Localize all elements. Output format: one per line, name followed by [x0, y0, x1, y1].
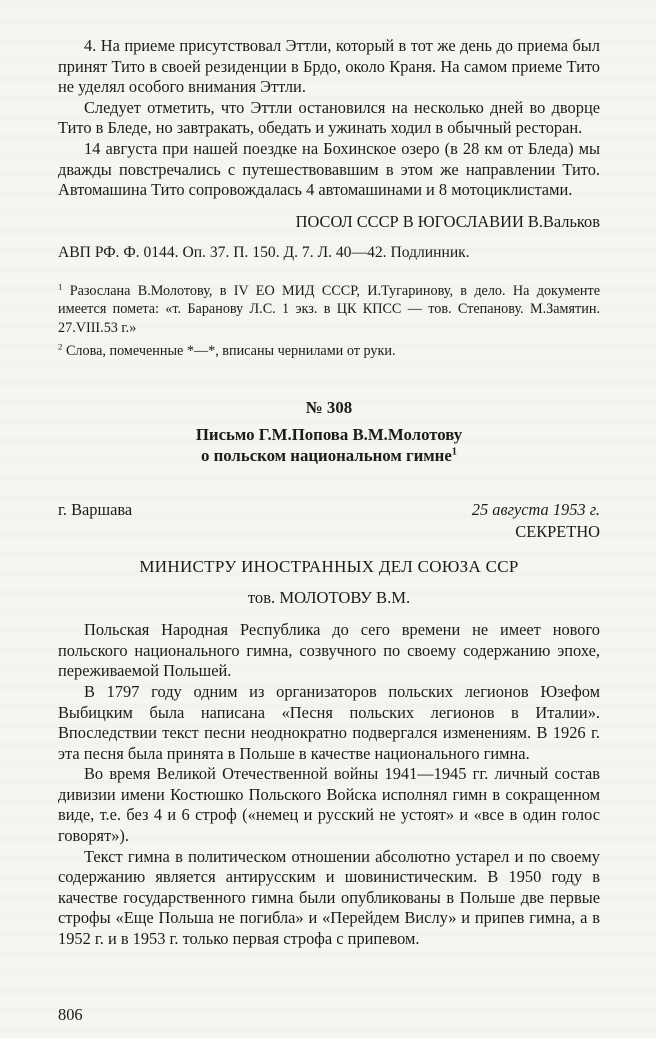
- classification-stamp: СЕКРЕТНО: [515, 522, 600, 542]
- paragraph: 4. На приеме присутствовал Эттли, который в тот же день до приема был принят Тито в своей резиденции в Брдо, около Краня. На самом приеме Тито не уделял особого внимания Эттли.: [58, 36, 600, 97]
- place-line: г. Варшава: [58, 500, 133, 520]
- footnotes-block: [58, 282, 600, 360]
- document-308: [58, 398, 600, 950]
- previous-document-end: [58, 36, 600, 360]
- footnote-text: Разослана В.Молотову, в IV ЕО МИД СССР, И.Тугаринову, в дело. На документе имеется помета: «т. Баранову Л.С. 1 экз. в ЦК КПСС — тов. Степанову. М.Замятин. 27.VIII.53 г.»: [58, 282, 600, 336]
- footnote: [58, 342, 600, 361]
- paragraph: В 1797 году одним из организаторов польских легионов Юзефом Выбицким была написана «Песня польских легионов в Италии». Впоследствии текст песни неоднократно подвергался изменениям. В 1926 г. эта песня была принята в Польше в качестве национального гимна.: [58, 681, 600, 763]
- document-title-line-1: Письмо Г.М.Попова В.М.Молотову: [195, 425, 463, 445]
- footnote-marker: 2: [58, 340, 63, 351]
- dateline: [58, 500, 600, 520]
- document-title-line-2: о польском национальном гимне: [201, 445, 452, 465]
- paragraph: Текст гимна в политическом отношении абсолютно устарел и по своему содержанию является антирусским и шовинистическим. В 1950 году в качестве государственного гимна были опубликованы в Польше две первые строфы «Еще Польша не погибла» и «Перейдем Вислу» и припев гимна, а в 1952 г. и в 1953 г. только первая строфа с припевом.: [58, 846, 600, 949]
- paragraph: Польская Народная Республика до сего времени не имеет нового польского национального гимна, созвучного по своему содержанию эпохе, переживаемой Польшей.: [58, 620, 600, 681]
- paragraph: 14 августа при нашей поездке на Бохинское озеро (в 28 км от Бледа) мы дважды повстречались с путешествовавшим в этом же направлении Тито. Автомашина Тито сопровождалась 4 автомашинами и 8 мотоциклистами.: [58, 138, 600, 200]
- signature-line: ПОСОЛ СССР В ЮГОСЛАВИИ В.Вальков: [295, 211, 600, 231]
- document-title: [58, 425, 600, 466]
- footnote-text: Слова, помеченные *—*, вписаны чернилами от руки.: [62, 342, 396, 359]
- document-number: № 308: [305, 398, 353, 418]
- addressee-line-1: МИНИСТРУ ИНОСТРАННЫХ ДЕЛ СОЮЗА ССР: [139, 557, 519, 577]
- page-number: 806: [58, 1005, 83, 1024]
- paragraph: Во время Великой Отечественной войны 1941—1945 гг. личный состав дивизии имени Костюшко Польского Войска исполнял гимн в сокращенном виде, т.е. без 4 и 6 строф («немец и русский не устоят» и «все в один голос говорят»).: [58, 764, 600, 846]
- title-footnote-marker: 1: [451, 446, 457, 458]
- footnote: [58, 282, 600, 338]
- archive-reference: АВП РФ. Ф. 0144. Оп. 37. П. 150. Д. 7. Л. 40—42. Подлинник.: [58, 243, 470, 261]
- date-line: 25 августа 1953 г.: [471, 500, 600, 520]
- addressee-line-2: тов. МОЛОТОВУ В.М.: [247, 588, 411, 608]
- footnote-marker: 1: [58, 281, 63, 292]
- paragraph: Следует отметить, что Эттли остановился на несколько дней во дворце Тито в Бледе, но завтракать, обедать и ужинать ходил в обычный ресторан.: [58, 97, 600, 138]
